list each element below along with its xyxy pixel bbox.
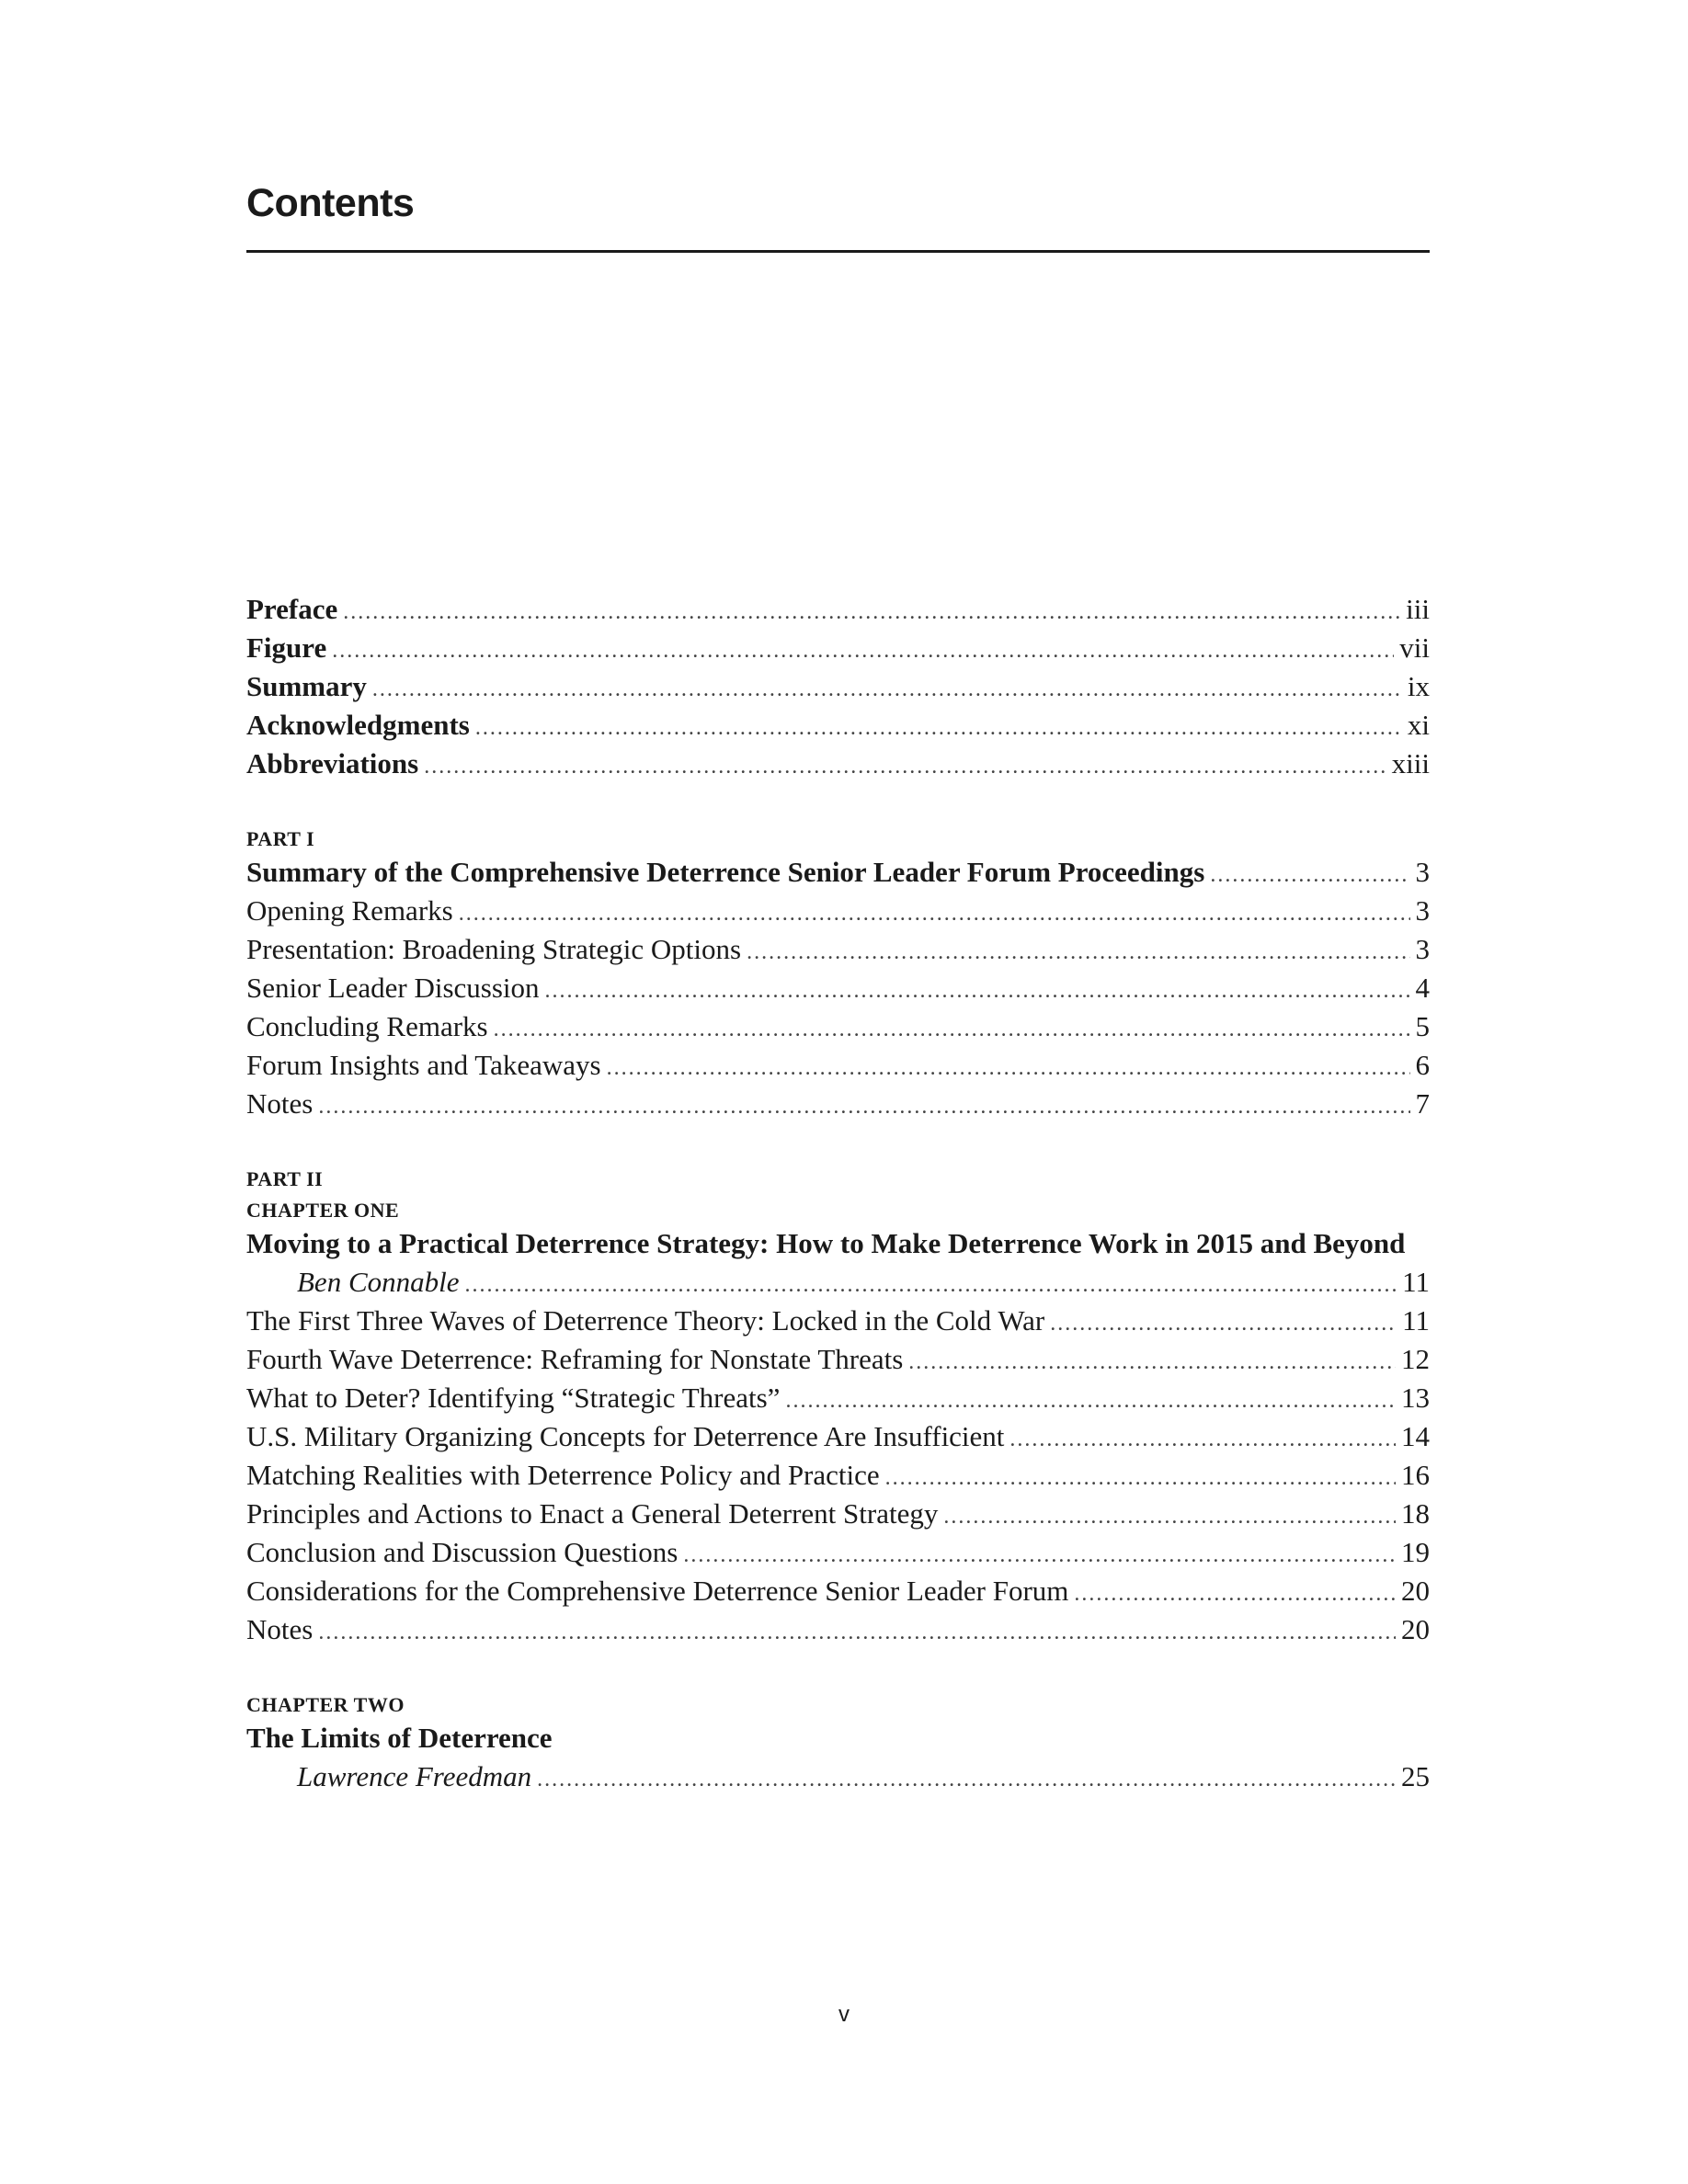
- toc-entry[interactable]: [246, 969, 1430, 1007]
- toc-entry[interactable]: [246, 1572, 1430, 1610]
- toc-entry-label: Forum Insights and Takeaways: [246, 1049, 601, 1081]
- dot-leader: [459, 894, 1410, 933]
- toc-entry[interactable]: [246, 1340, 1430, 1379]
- toc-entry-label: Notes: [246, 1613, 314, 1645]
- part-heading: PART II: [246, 1167, 324, 1190]
- dot-leader: [908, 1343, 1396, 1382]
- toc-entry-page: 3: [1415, 933, 1430, 965]
- toc-entry-page: 7: [1415, 1087, 1430, 1120]
- toc-entry[interactable]: [246, 1046, 1430, 1085]
- dot-leader: [785, 1382, 1396, 1420]
- toc-entry-label: Conclusion and Discussion Questions: [246, 1536, 679, 1568]
- toc-entry-page: iii: [1406, 593, 1430, 625]
- chapter-heading: CHAPTER TWO: [246, 1693, 405, 1716]
- toc-entry-label: U.S. Military Organizing Concepts for Deterrence Are Insufficient: [246, 1420, 1005, 1452]
- toc-entry-page: 19: [1401, 1536, 1430, 1568]
- toc-entry[interactable]: [246, 1610, 1430, 1649]
- spacer: [246, 1649, 1430, 1688]
- toc-entry-page: 11: [1402, 1266, 1430, 1298]
- title-rule: [246, 250, 1430, 253]
- toc-entry[interactable]: [246, 1417, 1430, 1456]
- dot-leader: [1009, 1420, 1396, 1459]
- toc-entry-label: Principles and Actions to Enact a General Deterrent Strategy: [246, 1497, 939, 1530]
- toc-entry-author[interactable]: [246, 1757, 1430, 1796]
- dot-leader: [943, 1497, 1396, 1536]
- toc-entry-page: xi: [1407, 709, 1430, 741]
- dot-leader: [885, 1459, 1396, 1497]
- toc-entry[interactable]: [246, 892, 1430, 930]
- toc-entry-part1-main[interactable]: [246, 853, 1430, 892]
- spacer: [246, 783, 1430, 822]
- toc-entry-label: Presentation: Broadening Strategic Options: [246, 933, 742, 965]
- toc-entry[interactable]: [246, 1456, 1430, 1495]
- toc-entry-label: Senior Leader Discussion: [246, 972, 540, 1004]
- toc-entry-page: 14: [1401, 1420, 1430, 1452]
- table-of-contents: [246, 590, 1430, 1796]
- dot-leader: [607, 1049, 1410, 1087]
- page-number: v: [838, 2002, 850, 2027]
- toc-entry-page: 3: [1415, 856, 1430, 888]
- dot-leader: [318, 1613, 1396, 1652]
- toc-entry-acknowledgments[interactable]: [246, 706, 1430, 745]
- dot-leader: [1050, 1304, 1397, 1343]
- dot-leader: [318, 1087, 1409, 1126]
- toc-entry-label: Ben Connable: [297, 1266, 460, 1298]
- toc-entry-summary[interactable]: [246, 667, 1430, 706]
- toc-entry-preface[interactable]: [246, 590, 1430, 629]
- toc-entry-label: Abbreviations: [246, 747, 419, 779]
- spacer: [246, 1123, 1430, 1162]
- dot-leader: [372, 670, 1402, 709]
- toc-entry-page: 4: [1415, 972, 1430, 1004]
- toc-entry-label: Summary: [246, 670, 367, 702]
- toc-entry-label: What to Deter? Identifying “Strategic Threats”: [246, 1382, 781, 1414]
- toc-entry-page: ix: [1407, 670, 1430, 702]
- toc-entry-page: 12: [1401, 1343, 1430, 1375]
- toc-entry-author[interactable]: [246, 1263, 1430, 1302]
- dot-leader: [465, 1266, 1397, 1304]
- dot-leader: [747, 933, 1409, 972]
- toc-entry-page: 18: [1401, 1497, 1430, 1530]
- dot-leader: [1074, 1575, 1396, 1613]
- toc-entry-page: 20: [1401, 1575, 1430, 1607]
- dot-leader: [343, 593, 1400, 631]
- toc-entry-page: xiii: [1391, 747, 1430, 779]
- toc-entry[interactable]: [246, 1007, 1430, 1046]
- dot-leader: [494, 1010, 1410, 1049]
- toc-entry-label: Considerations for the Comprehensive Deterrence Senior Leader Forum: [246, 1575, 1069, 1607]
- toc-entry-page: vii: [1399, 631, 1430, 664]
- dot-leader: [332, 631, 1394, 670]
- toc-entry-label: The First Three Waves of Deterrence Theory: Locked in the Cold War: [246, 1304, 1045, 1337]
- toc-entry-page: 6: [1415, 1049, 1430, 1081]
- toc-entry-label: Opening Remarks: [246, 894, 453, 927]
- toc-entry[interactable]: [246, 1379, 1430, 1417]
- toc-entry-label: Summary of the Comprehensive Deterrence Senior Leader Forum Proceedings: [246, 856, 1205, 888]
- toc-entry[interactable]: [246, 1533, 1430, 1572]
- toc-entry-figure[interactable]: [246, 629, 1430, 667]
- toc-entry[interactable]: [246, 1302, 1430, 1340]
- toc-entry-page: 25: [1401, 1760, 1430, 1792]
- toc-entry[interactable]: [246, 1495, 1430, 1533]
- dot-leader: [475, 709, 1402, 747]
- toc-entry-page: 11: [1402, 1304, 1430, 1337]
- toc-entry-label: Preface: [246, 593, 338, 625]
- toc-entry-page: 20: [1401, 1613, 1430, 1645]
- toc-entry-label: Concluding Remarks: [246, 1010, 488, 1042]
- toc-entry-page: 13: [1401, 1382, 1430, 1414]
- chapter-title[interactable]: Moving to a Practical Deterrence Strategy: How to Make Deterrence Work in 2015 and Beyond: [246, 1227, 1406, 1259]
- toc-entry-label: Lawrence Freedman: [297, 1760, 532, 1792]
- toc-entry-page: 16: [1401, 1459, 1430, 1491]
- toc-entry[interactable]: [246, 1085, 1430, 1123]
- dot-leader: [537, 1760, 1396, 1799]
- page-title: Contents: [246, 181, 415, 225]
- toc-entry-page: 5: [1415, 1010, 1430, 1042]
- toc-entry-label: Figure: [246, 631, 327, 664]
- toc-entry-page: 3: [1415, 894, 1430, 927]
- dot-leader: [545, 972, 1410, 1010]
- toc-entry-abbreviations[interactable]: [246, 745, 1430, 783]
- dot-leader: [1210, 856, 1409, 894]
- chapter-heading: CHAPTER ONE: [246, 1199, 400, 1222]
- dot-leader: [424, 747, 1386, 786]
- toc-entry-label: Matching Realities with Deterrence Policy and Practice: [246, 1459, 880, 1491]
- dot-leader: [683, 1536, 1396, 1575]
- part-heading: PART I: [246, 827, 315, 850]
- toc-entry-label: Acknowledgments: [246, 709, 470, 741]
- toc-entry-label: Fourth Wave Deterrence: Reframing for Nonstate Threats: [246, 1343, 904, 1375]
- chapter-title[interactable]: The Limits of Deterrence: [246, 1722, 553, 1754]
- toc-entry[interactable]: [246, 930, 1430, 969]
- toc-entry-label: Notes: [246, 1087, 314, 1120]
